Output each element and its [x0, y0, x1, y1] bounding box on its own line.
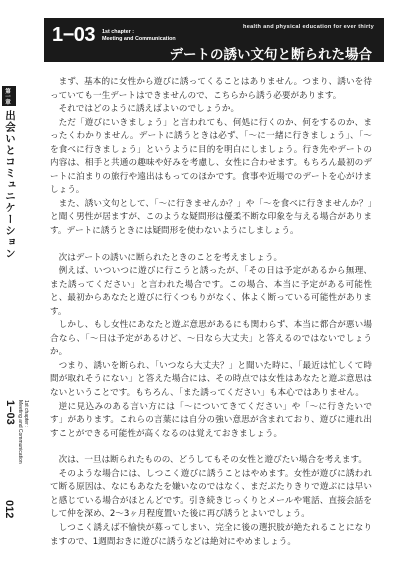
- side-section-sub1: 1st chapter :: [23, 400, 29, 428]
- paragraph: また、誘い文句として、「〜に行きませんか？」や「〜を食べに行きませんか？」と聞く男性が居ますが、このような疑問形は優柔不断な印象を与える場合があります。デートに誘うときには疑問形を使わないようにしましょう。: [50, 198, 372, 237]
- side-section-subtitle: [17, 400, 29, 464]
- page-number: 012: [3, 500, 15, 519]
- paragraph: 逆に見込みのある言い方には「〜についてきてください」や「〜に行きたいです」があります。これらの言葉には自分の強い意思が含まれており、遊びに連れ出すことができる可能性が高くなるのは覚えておきましょう。: [50, 401, 372, 439]
- paragraph: それではどのように誘えばよいのでしょうか。: [58, 104, 240, 115]
- paragraph: 次は、一旦は断られたものの、どうしてもその女性と遊びたい場合を考えます。: [58, 455, 367, 466]
- paragraph: しかし、もし女性にあなたと遊ぶ意思があるにも関わらず、本当に都合が悪い場合なら、「〜日は予定があるけど、〜日なら大丈夫」と答えるのではないでしょうか。: [50, 320, 372, 358]
- side-chapter-title: 出会いとコミュニケーション: [4, 110, 16, 260]
- paragraph: 次はデートの誘いに断られたときのことを考えましょう。: [58, 252, 283, 263]
- paragraph: ただ「遊びにいきましょう」と言われても、何処に行くのか、何をするのか、まったくわかりません。デートに誘うときは必ず、「〜に一緒に行きましょう」、「〜を食べに行きましょう」というように目的を明白にしましょう。行き先やデートの内容は、相手と共通の趣味や好みを考慮し、女性に合わせます。もちろん最初のデートに泊まりの旅行や遠出はもってのほかです。食事や近場でのデートを心がけましょう。: [50, 117, 372, 196]
- chapter-name: Meeting and Communication: [102, 35, 176, 42]
- chapter-label: 1st chapter :: [102, 29, 135, 35]
- chapter-subtitle: [102, 29, 176, 42]
- side-chapter-label: 第一章: [4, 88, 10, 105]
- section-number: 1−03: [52, 24, 96, 46]
- section-title: デートの誘い文句と断られた場合: [169, 47, 372, 63]
- body-text: [50, 76, 372, 549]
- side-section-number: 1−03: [4, 400, 16, 425]
- paragraph: そのような場合には、しつこく遊びに誘うことはやめます。女性が遊びに誘われて断る原因は、なにもあなたを嫌いなのではなく、まだぶたりきりで遊ぶには早いと感じている場合がほとんどです。引き続きじっくりとメールや電話、直接会話をして仲を深め、2〜3ヶ月程度置いた後に再び誘うとよいでしょう。: [50, 468, 372, 520]
- side-section-sub2: Meeting and Communication: [17, 400, 23, 464]
- chapter-header-bar: [44, 18, 384, 62]
- series-label: health and physical education for ever thirty: [243, 24, 374, 30]
- paragraph: 例えば、いついつに遊びに行こうと誘ったが、「その日は予定があるから無理、また誘ってください」と言われた場合です。この場合、本当に予定がある可能性と、最初からあなたと遊びに行くつもりがなく、体よく断っている可能性があります。: [50, 266, 372, 317]
- paragraph-gap: [50, 441, 372, 454]
- paragraph: まず、基本的に女性から遊びに誘ってくることはありません。つまり、誘いを待っていても一生デートはできませんので、こちらから誘う必要があります。: [50, 77, 372, 101]
- paragraph: つまり、誘いを断られ、「いつなら大丈夫？」と聞いた時に、「最近は忙しくて時間が取れそうにない」と答えた場合には、その時点では女性はあなたと遊ぶ意思はないということです。もちろん、「また誘ってください」も本心ではありません。: [50, 360, 372, 399]
- paragraph-gap: [50, 239, 372, 252]
- paragraph: しつこく誘えば不愉快が募ってしまい、完全に後の選択肢が絶たれることになりますので、1週間おきに遊びに誘うなどは絶対にやめましょう。: [50, 522, 372, 547]
